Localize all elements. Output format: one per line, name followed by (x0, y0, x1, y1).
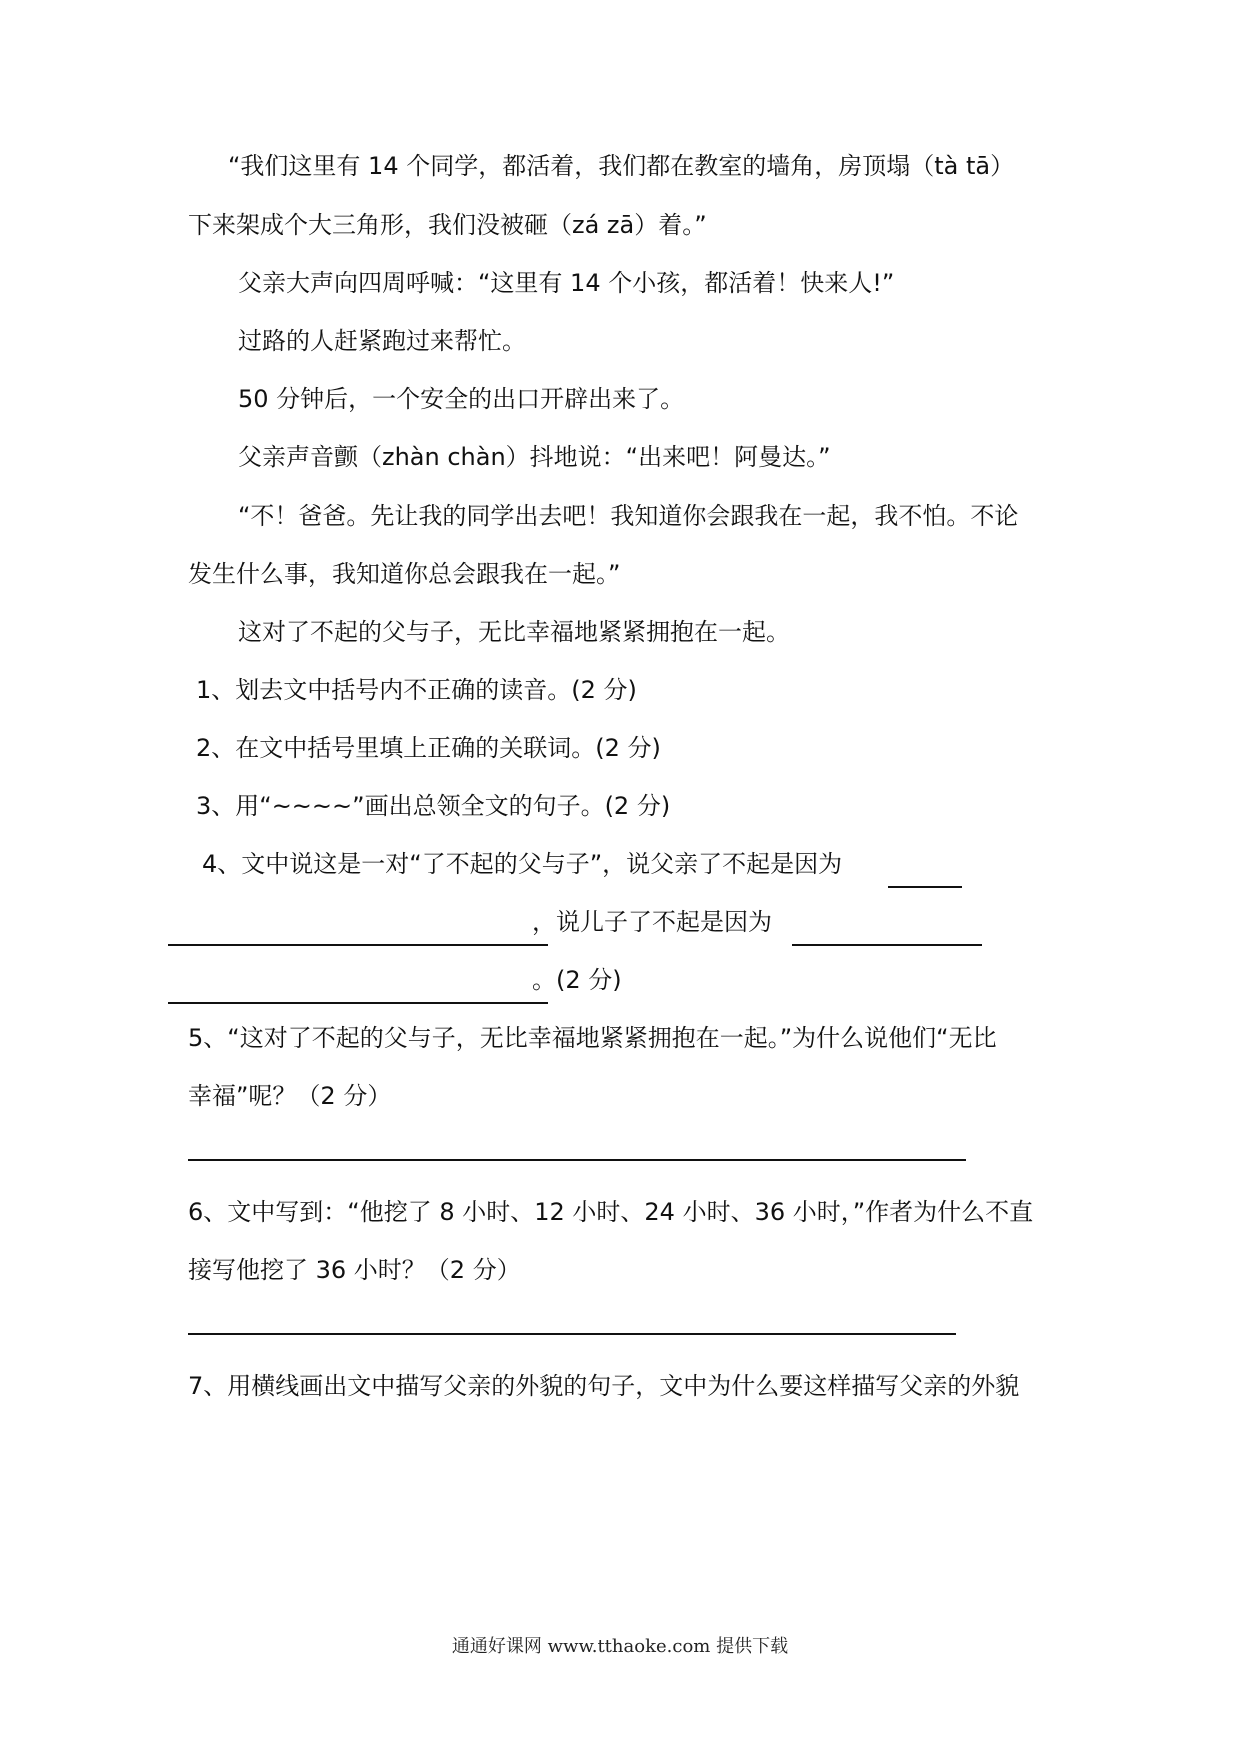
passage-paragraph-6-line-1: “不！爸爸。先让我的同学出去吧！我知道你会跟我在一起，我不怕。不论 (238, 502, 1019, 530)
question-5-line-1: 5、“这对了不起的父与子，无比幸福地紧紧拥抱在一起。”为什么说他们“无比 (188, 1024, 997, 1052)
question-6-line-1: 6、文中写到：“他挖了 8 小时、12 小时、24 小时、36 小时，”作者为什么不直 (188, 1198, 1034, 1226)
passage-paragraph-4: 50 分钟后，一个安全的出口开辟出来了。 (238, 385, 685, 413)
answer-blank-q4-2[interactable] (168, 944, 548, 946)
question-3: 3、用“~~~~”画出总领全文的句子。(2 分) (196, 792, 671, 820)
passage-paragraph-5: 父亲声音颤（zhàn chàn）抖地说：“出来吧！阿曼达。” (238, 443, 831, 471)
question-4-part-3: 。(2 分) (532, 966, 622, 994)
question-7-line-1: 7、用横线画出文中描写父亲的外貌的句子，文中为什么要这样描写父亲的外貌 (188, 1372, 1020, 1400)
passage-paragraph-3: 过路的人赶紧跑过来帮忙。 (238, 327, 526, 355)
passage-paragraph-1-line-1: “我们这里有 14 个同学，都活着，我们都在教室的墙角，房顶塌（tà tā） (228, 152, 1015, 180)
passage-paragraph-2: 父亲大声向四周呼喊：“这里有 14 个小孩，都活着！快来人!” (238, 269, 895, 297)
question-4-part-2: ，说儿子了不起是因为 (532, 908, 772, 936)
page-footer: 通通好课网 www.tthaoke.com 提供下载 (451, 1636, 789, 1657)
question-1: 1、划去文中括号内不正确的读音。(2 分) (196, 676, 637, 704)
question-2: 2、在文中括号里填上正确的关联词。(2 分) (196, 734, 661, 762)
question-4-part-1: 4、文中说这是一对“了不起的父与子”，说父亲了不起是因为 (202, 850, 843, 878)
answer-blank-q4-4[interactable] (168, 1002, 548, 1004)
passage-paragraph-1-line-2: 下来架成个大三角形，我们没被砸（zá zā）着。” (188, 211, 707, 239)
answer-blank-q4-1[interactable] (888, 886, 962, 888)
passage-paragraph-7: 这对了不起的父与子，无比幸福地紧紧拥抱在一起。 (238, 618, 790, 646)
question-5-line-2: 幸福”呢？（2 分） (188, 1082, 392, 1110)
passage-paragraph-6-line-2: 发生什么事，我知道你总会跟我在一起。” (188, 560, 621, 588)
answer-line-q6[interactable] (188, 1333, 956, 1335)
answer-line-q5[interactable] (188, 1159, 966, 1161)
question-6-line-2: 接写他挖了 36 小时？（2 分） (188, 1256, 521, 1284)
answer-blank-q4-3[interactable] (792, 944, 982, 946)
